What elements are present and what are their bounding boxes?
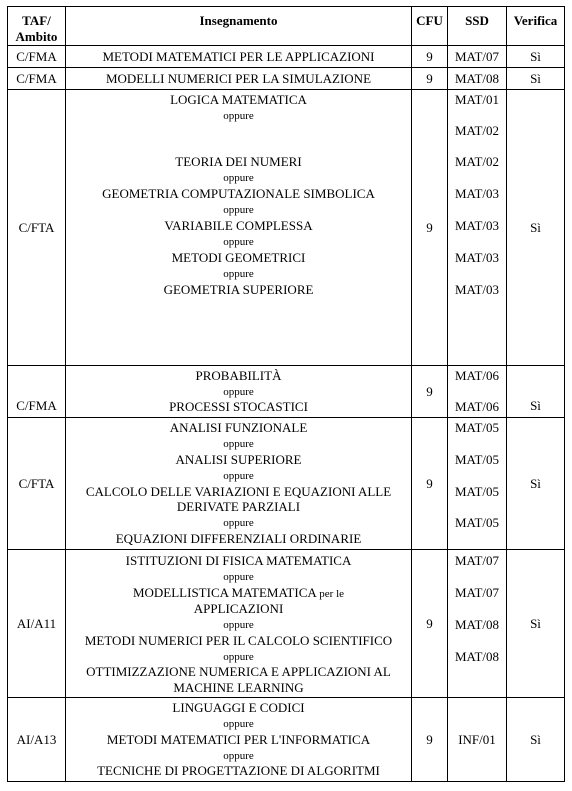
- course-name: EQUAZIONI DIFFERENZIALI ORDINARIE: [115, 531, 362, 546]
- courses-table: [7, 6, 565, 782]
- table-row: [8, 418, 565, 550]
- course-cell: METODI MATEMATICI PER LE APPLICAZIONI: [66, 46, 412, 68]
- course-cell: MODELLI NUMERICI PER LA SIMULAZIONE: [66, 68, 412, 90]
- course-cell: [66, 366, 412, 418]
- course-cell: [66, 698, 412, 782]
- ssd-cell: [448, 90, 507, 366]
- ssd-cell: MAT/07: [448, 46, 507, 68]
- or-label: oppure: [223, 750, 254, 762]
- or-label: oppure: [223, 651, 254, 663]
- course-name: VARIABILE COMPLESSA: [164, 218, 313, 233]
- course-name: PROBABILITÀ: [195, 368, 282, 383]
- ssd-code: MAT/03: [454, 186, 500, 201]
- course-name: METODI GEOMETRICI: [171, 250, 306, 265]
- header-row: [8, 7, 565, 46]
- table-row: [8, 366, 565, 418]
- taf-cell: C/FMA: [8, 46, 66, 68]
- ssd-code: MAT/08: [454, 649, 500, 664]
- ssd-code: MAT/03: [454, 218, 500, 233]
- ssd-code: MAT/05: [454, 452, 500, 467]
- cfu-cell: 9: [412, 366, 448, 418]
- course-cell: [66, 550, 412, 698]
- ssd-code: MAT/03: [454, 250, 500, 265]
- ssd-code: MAT/01: [454, 92, 500, 107]
- ssd-code: MAT/06: [454, 368, 500, 383]
- course-name: METODI NUMERICI PER IL CALCOLO SCIENTIFICO: [84, 633, 393, 648]
- course-name: GEOMETRIA SUPERIORE: [163, 282, 314, 297]
- taf-cell: AI/A11: [8, 550, 66, 698]
- ssd-code: MAT/05: [454, 420, 500, 435]
- taf-cell: C/FMA: [8, 68, 66, 90]
- course-cell: [66, 418, 412, 550]
- verifica-cell: Sì: [507, 418, 565, 550]
- ssd-code: MAT/08: [454, 617, 500, 632]
- ssd-code: MAT/06: [454, 399, 500, 414]
- ssd-code: MAT/02: [454, 154, 500, 169]
- or-label: oppure: [223, 268, 254, 280]
- cfu-cell: 9: [412, 90, 448, 366]
- table-row: [8, 90, 565, 366]
- verifica-cell: Sì: [507, 698, 565, 782]
- taf-cell: AI/A13: [8, 698, 66, 782]
- course-name: PROCESSI STOCASTICI: [169, 399, 308, 414]
- or-label: oppure: [223, 619, 254, 631]
- ssd-cell: [448, 550, 507, 698]
- course-name: MACHINE LEARNING: [173, 680, 304, 695]
- course-name: ISTITUZIONI DI FISICA MATEMATICA: [125, 553, 352, 568]
- table-row: [8, 550, 565, 698]
- verifica-cell: Sì: [507, 550, 565, 698]
- cfu-cell: 9: [412, 698, 448, 782]
- ssd-cell: [448, 366, 507, 418]
- header-verifica: Verifica: [507, 7, 565, 46]
- or-label: oppure: [223, 110, 254, 122]
- ssd-cell: [448, 418, 507, 550]
- or-label: oppure: [223, 517, 254, 529]
- course-name: DERIVATE PARZIALI: [176, 499, 301, 514]
- table-row: [8, 698, 565, 782]
- course-name: LINGUAGGI E CODICI: [172, 700, 305, 715]
- course-name: CALCOLO DELLE VARIAZIONI E EQUAZIONI ALLE: [85, 484, 392, 499]
- course-name: OTTIMIZZAZIONE NUMERICA E APPLICAZIONI AL: [86, 664, 391, 679]
- course-name: TECNICHE DI PROGETTAZIONE DI ALGORITMI: [97, 763, 380, 778]
- cfu-cell: 9: [412, 550, 448, 698]
- cfu-cell: 9: [412, 68, 448, 90]
- ssd-code: MAT/03: [454, 282, 500, 297]
- or-label: oppure: [223, 204, 254, 216]
- header-ssd: SSD: [448, 7, 507, 46]
- table-row: [8, 46, 565, 68]
- header-insegnamento: Insegnamento: [66, 7, 412, 46]
- verifica-cell: Sì: [507, 366, 565, 418]
- ssd-cell: MAT/08: [448, 68, 507, 90]
- taf-cell: C/FMA: [8, 366, 66, 418]
- table-row: [8, 68, 565, 90]
- course-name: ANALISI SUPERIORE: [175, 452, 302, 467]
- course-name: METODI MATEMATICI PER L'INFORMATICA: [106, 732, 371, 747]
- or-label: oppure: [223, 172, 254, 184]
- taf-cell: C/FTA: [8, 418, 66, 550]
- cfu-cell: 9: [412, 418, 448, 550]
- course-name: [66, 585, 411, 602]
- course-name-part: MODELLISTICA MATEMATICA: [132, 585, 317, 600]
- taf-cell: C/FTA: [8, 90, 66, 366]
- course-name: GEOMETRIA COMPUTAZIONALE SIMBOLICA: [102, 186, 375, 201]
- or-label: oppure: [223, 386, 254, 398]
- header-cfu: CFU: [412, 7, 448, 46]
- or-label: oppure: [223, 438, 254, 450]
- course-name: TEORIA DEI NUMERI: [175, 154, 302, 169]
- or-label: oppure: [223, 718, 254, 730]
- course-name: APPLICAZIONI: [193, 601, 284, 616]
- verifica-cell: Sì: [507, 68, 565, 90]
- ssd-code: MAT/05: [454, 484, 500, 499]
- verifica-cell: Sì: [507, 90, 565, 366]
- or-label: oppure: [223, 236, 254, 248]
- ssd-code: MAT/07: [454, 553, 500, 568]
- ssd-code: MAT/02: [454, 123, 500, 138]
- ssd-code: MAT/05: [454, 515, 500, 530]
- course-cell: [66, 90, 412, 366]
- header-taf: TAF/ Ambito: [8, 7, 66, 46]
- course-name: LOGICA MATEMATICA: [170, 92, 307, 107]
- ssd-code: MAT/07: [454, 585, 500, 600]
- cfu-cell: 9: [412, 46, 448, 68]
- course-name-part: per le: [319, 588, 345, 600]
- verifica-cell: Sì: [507, 46, 565, 68]
- course-name: ANALISI FUNZIONALE: [169, 420, 308, 435]
- or-label: oppure: [223, 571, 254, 583]
- ssd-cell: INF/01: [448, 698, 507, 782]
- or-label: oppure: [223, 470, 254, 482]
